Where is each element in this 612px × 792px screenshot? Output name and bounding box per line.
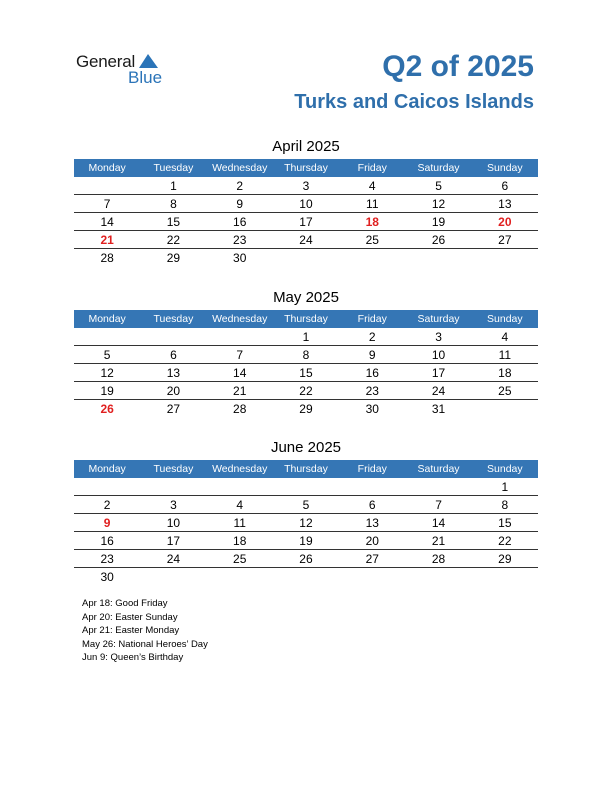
week-row	[74, 346, 538, 364]
week-row	[74, 496, 538, 514]
day-cell	[405, 249, 471, 267]
day-cell: 21	[207, 382, 273, 400]
day-cell: 28	[100, 250, 114, 265]
day-cell: 13	[472, 195, 538, 213]
day-cell	[74, 328, 140, 346]
weekday-header: Friday	[339, 460, 405, 478]
day-cell: 20	[472, 213, 538, 231]
week-row	[74, 514, 538, 532]
day-cell: 18	[472, 364, 538, 382]
day-cell: 20	[140, 382, 206, 400]
day-cell: 10	[273, 195, 339, 213]
day-cell: 12	[405, 195, 471, 213]
weekday-header: Monday	[74, 460, 140, 478]
day-cell: 11	[472, 346, 538, 364]
day-cell	[273, 568, 339, 586]
day-cell: 26	[100, 401, 114, 416]
day-cell: 24	[405, 382, 471, 400]
day-cell	[74, 177, 140, 195]
day-cell: 3	[273, 177, 339, 195]
weekday-header: Saturday	[405, 310, 471, 328]
day-cell: 16	[339, 364, 405, 382]
day-cell: 26	[273, 550, 339, 568]
day-cell	[405, 568, 471, 586]
day-cell	[405, 478, 471, 496]
month-calendar-april	[74, 137, 538, 266]
day-cell: 6	[140, 346, 206, 364]
day-cell: 23	[207, 231, 273, 249]
weekday-header: Tuesday	[140, 310, 206, 328]
day-cell: 17	[405, 364, 471, 382]
day-cell: 15	[140, 213, 206, 231]
day-cell: 17	[273, 213, 339, 231]
day-cell: 4	[207, 496, 273, 514]
day-cell	[207, 478, 273, 496]
day-cell: 14	[405, 514, 471, 532]
day-cell: 2	[207, 177, 273, 195]
day-cell: 26	[405, 231, 471, 249]
weekday-header: Saturday	[405, 159, 471, 177]
day-cell: 7	[405, 496, 471, 514]
day-cell: 30	[365, 401, 379, 416]
day-cell: 2	[74, 496, 140, 514]
day-cell: 28	[233, 401, 247, 416]
weekday-header: Friday	[339, 310, 405, 328]
day-cell	[472, 249, 538, 267]
day-cell: 22	[140, 231, 206, 249]
day-cell: 19	[405, 213, 471, 231]
holiday-note: Apr 21: Easter Monday	[82, 625, 180, 636]
day-cell: 25	[207, 550, 273, 568]
day-cell	[472, 400, 538, 418]
month-title: May 2025	[273, 289, 339, 306]
weekday-header: Wednesday	[207, 310, 273, 328]
day-cell: 29	[472, 550, 538, 568]
day-cell: 19	[273, 532, 339, 550]
day-cell: 6	[339, 496, 405, 514]
day-cell: 13	[339, 514, 405, 532]
week-row	[74, 195, 538, 213]
month-title: June 2025	[270, 439, 342, 456]
weekday-header: Sunday	[472, 460, 538, 478]
day-cell: 1	[140, 177, 206, 195]
logo-blue-text: Blue	[128, 68, 163, 87]
day-cell: 16	[74, 532, 140, 550]
weekday-header: Sunday	[472, 310, 538, 328]
weekday-header: Thursday	[273, 159, 339, 177]
day-cell	[339, 568, 405, 586]
logo-flag-icon-right	[148, 54, 158, 68]
day-cell: 7	[74, 195, 140, 213]
day-cell: 27	[339, 550, 405, 568]
day-cell: 22	[273, 382, 339, 400]
week-row	[74, 382, 538, 400]
holiday-note: May 26: National Heroes’ Day	[82, 638, 208, 650]
quarter-title: Q2 of 2025	[382, 50, 534, 83]
weekday-header: Tuesday	[140, 460, 206, 478]
day-cell	[140, 328, 206, 346]
day-cell: 25	[472, 382, 538, 400]
week-row	[74, 532, 538, 550]
day-cell: 7	[207, 346, 273, 364]
day-cell: 14	[74, 213, 140, 231]
day-cell: 8	[273, 346, 339, 364]
weekday-header: Monday	[74, 159, 140, 177]
month-calendar-may	[74, 288, 538, 417]
day-cell: 30	[233, 250, 247, 265]
weekday-header: Wednesday	[207, 460, 273, 478]
day-cell: 16	[207, 213, 273, 231]
calendar-table	[74, 310, 538, 417]
day-cell: 23	[74, 550, 140, 568]
day-cell: 8	[472, 496, 538, 514]
holiday-notes	[82, 597, 208, 665]
day-cell	[74, 478, 140, 496]
day-cell: 13	[140, 364, 206, 382]
day-cell: 12	[74, 364, 140, 382]
day-cell	[339, 478, 405, 496]
month-calendar-june	[74, 438, 538, 585]
day-cell	[273, 249, 339, 267]
holiday-note: Jun 9: Queen’s Birthday	[82, 652, 184, 663]
day-cell: 30	[100, 569, 114, 584]
week-row	[74, 213, 538, 231]
day-cell: 24	[273, 231, 339, 249]
day-cell: 4	[339, 177, 405, 195]
day-cell	[140, 478, 206, 496]
day-cell	[472, 568, 538, 586]
day-cell: 28	[405, 550, 471, 568]
weekday-header: Monday	[74, 310, 140, 328]
logo-general-text: General	[76, 52, 136, 71]
day-cell: 10	[140, 514, 206, 532]
day-cell	[207, 328, 273, 346]
day-cell: 4	[472, 328, 538, 346]
day-cell: 5	[273, 496, 339, 514]
logo-flag-icon	[139, 54, 148, 68]
generalblue-logo	[76, 52, 176, 88]
country-title: Turks and Caicos Islands	[294, 91, 534, 113]
day-cell: 3	[140, 496, 206, 514]
holiday-note: Apr 20: Easter Sunday	[82, 611, 178, 623]
day-cell: 1	[472, 478, 538, 496]
day-cell: 24	[140, 550, 206, 568]
day-cell: 10	[405, 346, 471, 364]
day-cell: 11	[339, 195, 405, 213]
day-cell: 12	[273, 514, 339, 532]
day-cell: 9	[74, 514, 140, 532]
day-cell: 17	[140, 532, 206, 550]
day-cell: 6	[472, 177, 538, 195]
month-title: April 2025	[272, 138, 340, 155]
day-cell: 23	[339, 382, 405, 400]
day-cell: 11	[207, 514, 273, 532]
day-cell: 29	[299, 401, 313, 416]
day-cell: 31	[431, 401, 446, 416]
day-cell	[140, 568, 206, 586]
day-cell: 9	[339, 346, 405, 364]
day-cell	[207, 568, 273, 586]
week-row	[74, 177, 538, 195]
day-cell	[273, 478, 339, 496]
day-cell: 14	[207, 364, 273, 382]
day-cell: 27	[472, 231, 538, 249]
weekday-header: Thursday	[273, 460, 339, 478]
day-cell: 25	[339, 231, 405, 249]
day-cell	[339, 249, 405, 267]
day-cell: 20	[339, 532, 405, 550]
day-cell: 18	[207, 532, 273, 550]
day-cell: 2	[339, 328, 405, 346]
weekday-header: Thursday	[273, 310, 339, 328]
week-row	[74, 249, 538, 267]
day-cell: 27	[166, 401, 181, 416]
weekday-header: Saturday	[405, 460, 471, 478]
week-row	[74, 328, 538, 346]
day-cell: 21	[405, 532, 471, 550]
day-cell: 29	[166, 250, 181, 265]
week-row	[74, 550, 538, 568]
week-row	[74, 568, 538, 586]
day-cell: 1	[273, 328, 339, 346]
weekday-header: Wednesday	[207, 159, 273, 177]
calendar-table	[74, 159, 538, 266]
day-cell: 3	[405, 328, 471, 346]
day-cell: 18	[339, 213, 405, 231]
day-cell: 21	[74, 231, 140, 249]
holiday-note: Apr 18: Good Friday	[82, 598, 168, 609]
week-row	[74, 400, 538, 418]
day-cell: 9	[207, 195, 273, 213]
day-cell: 22	[472, 532, 538, 550]
weekday-header: Sunday	[472, 159, 538, 177]
weekday-header: Tuesday	[140, 159, 206, 177]
day-cell: 5	[405, 177, 471, 195]
day-cell: 8	[140, 195, 206, 213]
weekday-header: Friday	[339, 159, 405, 177]
day-cell: 19	[74, 382, 140, 400]
day-cell: 15	[273, 364, 339, 382]
week-row	[74, 478, 538, 496]
week-row	[74, 231, 538, 249]
week-row	[74, 364, 538, 382]
day-cell: 5	[74, 346, 140, 364]
day-cell: 15	[472, 514, 538, 532]
calendar-table	[74, 460, 538, 585]
